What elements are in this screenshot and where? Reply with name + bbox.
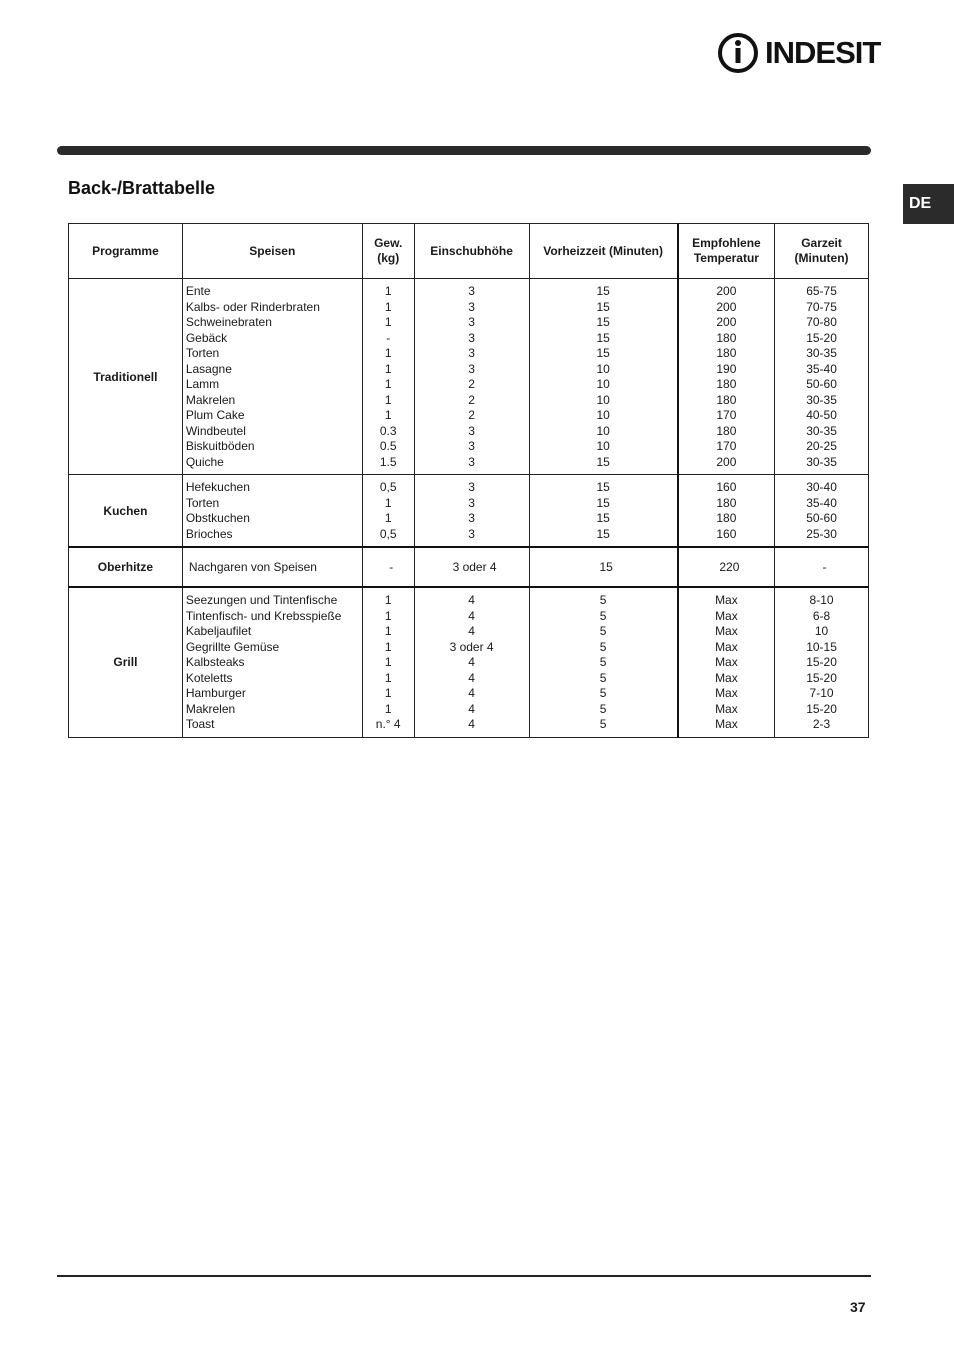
cell-line: Makrelen	[185, 701, 236, 716]
cell-temperatur	[678, 279, 775, 475]
cell-line: 3 oder 4	[452, 560, 497, 574]
cell-line: Obstkuchen	[185, 511, 250, 525]
baking-table	[68, 223, 869, 738]
cell-line: 10-15	[806, 639, 837, 654]
cell-programme: Traditionell	[69, 279, 183, 475]
footer-rule	[57, 1275, 871, 1277]
cell-line: 20-25	[806, 439, 837, 453]
cell-line: 15	[596, 299, 610, 314]
cell-line: 30-35	[806, 392, 837, 407]
cell-line: Quiche	[185, 454, 224, 469]
cell-line: 160	[716, 480, 737, 494]
header-programme: Programme	[69, 224, 183, 279]
cell-line: 1	[384, 655, 392, 669]
indesit-logo	[717, 30, 881, 76]
cell-line: 1	[384, 361, 392, 376]
cell-line: 15	[596, 330, 610, 345]
cell-line: 2	[468, 377, 475, 391]
cell-vorheizzeit	[529, 587, 678, 737]
cell-temperatur	[678, 547, 775, 587]
cell-line: 1	[384, 315, 392, 329]
cell-line: 70-80	[806, 315, 837, 329]
cell-garzeit	[775, 547, 869, 587]
cell-line: 6-8	[812, 608, 831, 623]
cell-line: 7-10	[809, 686, 834, 700]
cell-line: 3	[468, 346, 475, 360]
cell-line: Torten	[185, 346, 220, 360]
cell-line: 30-40	[806, 480, 837, 494]
cell-line: 180	[716, 495, 737, 510]
cell-line: 40-50	[806, 408, 837, 422]
cell-line: Plum Cake	[185, 408, 245, 422]
cell-line: 10	[814, 624, 829, 638]
cell-line: 65-75	[806, 284, 837, 298]
language-tab: DE	[903, 184, 954, 224]
cell-vorheizzeit	[529, 475, 678, 548]
cell-line: 15	[596, 346, 610, 360]
cell-line: 70-75	[806, 299, 837, 314]
cell-line: Nachgaren von Speisen	[188, 560, 317, 574]
cell-line: 4	[468, 717, 475, 731]
cell-line: 10	[596, 423, 610, 438]
cell-line: 220	[719, 560, 740, 574]
cell-line: 1	[384, 670, 392, 685]
cell-line: 4	[468, 655, 475, 669]
cell-line: 1	[384, 346, 392, 360]
header-speisen: Speisen	[182, 224, 362, 279]
cell-line: 4	[468, 624, 475, 638]
cell-line: 1	[384, 495, 392, 510]
cell-line: 3	[468, 299, 475, 314]
cell-einschub	[414, 587, 529, 737]
brand-name: INDESIT	[765, 35, 881, 70]
cell-line: 3	[468, 526, 475, 541]
cell-line: Makrelen	[185, 392, 236, 407]
cell-line: 5	[599, 639, 607, 654]
cell-garzeit	[775, 475, 869, 548]
cell-gewicht	[362, 475, 414, 548]
cell-line: 15-20	[806, 330, 837, 345]
cell-gewicht	[362, 587, 414, 737]
cell-programme: Oberhitze	[69, 547, 183, 587]
cell-line: 3	[468, 330, 475, 345]
cell-line: 180	[716, 423, 737, 438]
cell-line: 50-60	[806, 511, 837, 525]
cell-line: Max	[715, 670, 738, 685]
cell-line: 3	[468, 511, 475, 525]
header-einschub: Einschubhöhe	[414, 224, 529, 279]
cell-line: Torten	[185, 495, 220, 510]
cell-line: Koteletts	[185, 670, 233, 685]
cell-gewicht	[362, 547, 414, 587]
cell-line: 10	[596, 439, 610, 453]
cell-line: 1	[384, 639, 392, 654]
table-row	[69, 547, 869, 587]
table-row	[69, 475, 869, 548]
cell-line: 5	[599, 655, 607, 669]
cell-line: 180	[716, 330, 737, 345]
cell-line: Tintenfisch- und Krebsspieße	[185, 608, 342, 623]
cell-line: 3	[468, 495, 475, 510]
cell-line: Max	[715, 717, 738, 731]
cell-line: 200	[716, 284, 737, 298]
cell-line: 10	[596, 392, 610, 407]
cell-line: Kalbsteaks	[185, 655, 245, 669]
cell-gewicht	[362, 279, 414, 475]
table-header-row	[69, 224, 869, 279]
cell-line: 1	[384, 624, 392, 638]
cell-einschub	[414, 279, 529, 475]
cell-line: Max	[715, 655, 738, 669]
cell-line: 1	[384, 299, 392, 314]
cell-line: Max	[715, 608, 738, 623]
cell-line: 15-20	[806, 670, 837, 685]
cell-line: 180	[716, 346, 737, 360]
cell-line: 15	[596, 511, 610, 525]
cell-line: 1	[384, 392, 392, 407]
cell-vorheizzeit	[529, 279, 678, 475]
cell-line: Windbeutel	[185, 423, 246, 438]
cell-line: 0.3	[379, 423, 397, 438]
cell-line: 15	[596, 526, 610, 541]
cell-line: 0.5	[379, 439, 397, 453]
cell-line: 5	[599, 608, 607, 623]
cell-line: 5	[599, 717, 607, 731]
cell-line: 5	[599, 593, 607, 607]
cell-line: 1	[384, 593, 392, 607]
cell-line: 200	[716, 315, 737, 329]
cell-line: 180	[716, 377, 737, 391]
cell-line: 180	[716, 392, 737, 407]
cell-line: 10	[596, 361, 610, 376]
cell-line: 3	[468, 439, 475, 453]
cell-line: -	[389, 560, 394, 574]
cell-line: Max	[715, 624, 738, 638]
cell-line: 25-30	[806, 526, 837, 541]
cell-temperatur	[678, 475, 775, 548]
cell-line: 15	[596, 454, 610, 469]
cell-line: 3 oder 4	[449, 639, 494, 654]
cell-line: 4	[468, 593, 475, 607]
cell-line: Hamburger	[185, 686, 246, 700]
cell-programme: Kuchen	[69, 475, 183, 548]
cell-line: 3	[468, 315, 475, 329]
cell-line: n.° 4	[375, 717, 401, 731]
header-gewicht: Gew. (kg)	[362, 224, 414, 279]
cell-line: 1.5	[379, 454, 397, 469]
cell-line: 1	[384, 686, 392, 700]
cell-line: Gegrillte Gemüse	[185, 639, 280, 654]
cell-line: 1	[384, 701, 392, 716]
cell-line: -	[822, 560, 827, 574]
cell-line: 3	[468, 361, 475, 376]
cell-line: Max	[715, 701, 738, 716]
cell-programme: Grill	[69, 587, 183, 737]
cell-line: 170	[716, 408, 737, 422]
cell-speisen	[182, 547, 362, 587]
cell-line: 170	[716, 439, 737, 453]
cell-line: 180	[716, 511, 737, 525]
cell-line: 2	[468, 408, 475, 422]
cell-line: 15	[596, 315, 610, 329]
cell-line: 15-20	[806, 701, 837, 716]
cell-line: Kalbs- oder Rinderbraten	[185, 299, 320, 314]
cell-garzeit	[775, 279, 869, 475]
cell-line: 30-35	[806, 454, 837, 469]
cell-line: 190	[716, 361, 737, 376]
cell-line: 4	[468, 686, 475, 700]
cell-line: 10	[596, 377, 610, 391]
cell-line: 15	[596, 480, 610, 494]
cell-line: 15	[596, 495, 610, 510]
cell-line: 35-40	[806, 495, 837, 510]
cell-line: 1	[384, 511, 392, 525]
cell-line: 10	[596, 408, 610, 422]
cell-speisen	[182, 475, 362, 548]
cell-line: 1	[384, 284, 392, 298]
cell-line: 0,5	[379, 480, 397, 494]
header-rule	[57, 146, 871, 155]
cell-temperatur	[678, 587, 775, 737]
cell-line: 15-20	[806, 655, 837, 669]
cell-line: Ente	[185, 284, 211, 298]
cell-vorheizzeit	[529, 547, 678, 587]
cell-line: 2-3	[812, 717, 831, 731]
header-temperatur: Empfohlene Temperatur	[678, 224, 775, 279]
table-row	[69, 279, 869, 475]
cell-line: Schweinebraten	[185, 315, 272, 329]
cell-line: Max	[715, 639, 738, 654]
cell-line: Hefekuchen	[185, 480, 250, 494]
cell-speisen	[182, 279, 362, 475]
cell-line: 1	[384, 608, 392, 623]
cell-line: 2	[468, 392, 475, 407]
cell-line: Lamm	[185, 377, 220, 391]
page-number: 37	[850, 1299, 866, 1315]
cell-line: 0,5	[379, 526, 397, 541]
cell-line: 5	[599, 686, 607, 700]
cell-line: 30-35	[806, 423, 837, 438]
cell-line: -	[386, 330, 391, 345]
indesit-logo-icon	[717, 30, 763, 76]
cell-line: 3	[468, 423, 475, 438]
cell-line: 1	[384, 408, 392, 422]
cell-line: 5	[599, 670, 607, 685]
cell-line: 160	[716, 526, 737, 541]
cell-line: 15	[596, 284, 610, 298]
cell-line: 50-60	[806, 377, 837, 391]
cell-line: 5	[599, 624, 607, 638]
cell-line: 1	[384, 377, 392, 391]
page-title: Back-/Brattabelle	[68, 178, 216, 198]
cell-line: 3	[468, 454, 475, 469]
cell-einschub	[414, 547, 529, 587]
cell-line: 3	[468, 480, 475, 494]
cell-line: Brioches	[185, 526, 233, 541]
cell-line: Toast	[185, 717, 215, 731]
cell-line: Lasagne	[185, 361, 232, 376]
cell-line: 8-10	[809, 593, 834, 607]
cell-line: 200	[716, 299, 737, 314]
cell-line: 35-40	[806, 361, 837, 376]
table-row	[69, 587, 869, 737]
cell-line: 4	[468, 670, 475, 685]
cell-line: 3	[468, 284, 475, 298]
cell-line: 200	[716, 454, 737, 469]
cell-line: 5	[599, 701, 607, 716]
cell-line: 30-35	[806, 346, 837, 360]
cell-line: Seezungen und Tintenfische	[185, 593, 338, 607]
cell-line: Max	[715, 593, 738, 607]
cell-line: Biskuitböden	[185, 439, 255, 453]
cell-garzeit	[775, 587, 869, 737]
header-garzeit: Garzeit (Minuten)	[775, 224, 869, 279]
cell-line: Max	[715, 686, 738, 700]
cell-einschub	[414, 475, 529, 548]
header-vorheizzeit: Vorheizzeit (Minuten)	[529, 224, 678, 279]
cell-speisen	[182, 587, 362, 737]
cell-line: Gebäck	[185, 330, 228, 345]
cell-line: 4	[468, 608, 475, 623]
cell-line: 4	[468, 701, 475, 716]
cell-line: Kabeljaufilet	[185, 624, 252, 638]
cell-line: 15	[599, 560, 613, 574]
